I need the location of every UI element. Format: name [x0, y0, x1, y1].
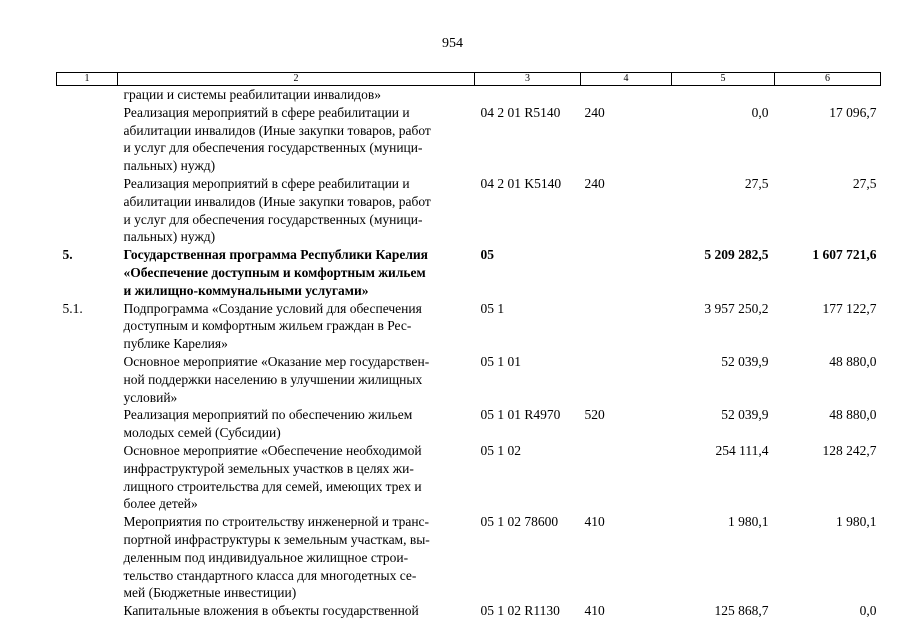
row-expense-type-cell: 240: [584, 104, 605, 120]
row-name-line: более детей»: [123, 496, 198, 512]
row-name-line: Реализация мероприятий в сфере реабилитации и: [123, 104, 410, 120]
row-code-cell: 05 1 02: [480, 442, 521, 458]
row-name-line: пальных) нужд): [123, 158, 216, 174]
row-expense-type-cell: [581, 353, 672, 406]
row-code-cell: 05 1 01 R4970: [480, 407, 561, 423]
row-name-line: абилитации инвалидов (Иные закупки товаров, работ: [123, 122, 431, 138]
row-name-cell: [118, 442, 475, 513]
column-number-2: 2: [118, 73, 475, 86]
row-sum-2-cell: 0,0: [859, 603, 877, 619]
row-expense-type-cell: [581, 86, 672, 104]
row-name-line: пальных) нужд): [123, 229, 216, 245]
row-name-line: молодых семей (Субсидии): [123, 425, 281, 441]
row-name-line: публике Карелия»: [123, 336, 228, 352]
row-expense-type-cell: 240: [584, 175, 605, 191]
row-code-cell: 05 1: [480, 300, 505, 316]
column-number-6: 6: [775, 73, 881, 86]
row-expense-type-cell: [581, 246, 672, 299]
row-sum-2-cell: 48 880,0: [829, 407, 877, 423]
row-sum-1-cell: 3 957 250,2: [704, 300, 769, 316]
table-row: [57, 513, 881, 602]
row-name-line: ной поддержки населению в улучшении жилищных: [123, 371, 423, 387]
row-name-line: Основное мероприятие «Обеспечение необходимой: [123, 442, 422, 458]
budget-table: [56, 72, 881, 620]
table-row: [57, 104, 881, 175]
row-code-cell: [475, 86, 581, 104]
column-number-1: 1: [57, 73, 118, 86]
row-name-line: инфраструктурой земельных участков в целях жи-: [123, 460, 414, 476]
row-sum-1-cell: 0,0: [751, 104, 769, 120]
row-code-cell: 04 2 01 K5140: [480, 175, 562, 191]
row-name-line: Реализация мероприятий по обеспечению жильем: [123, 407, 413, 423]
column-number-3: 3: [475, 73, 581, 86]
table-row: [57, 300, 881, 353]
row-name-line: абилитации инвалидов (Иные закупки товаров, работ: [123, 193, 431, 209]
row-sum-1-cell: 52 039,9: [721, 353, 769, 369]
table-row: [57, 246, 881, 299]
row-sum-2-cell: 1 607 721,6: [812, 247, 877, 263]
row-name-line: условий»: [123, 389, 178, 405]
row-name-line: деленным под индивидуальное жилищное строи-: [123, 549, 409, 565]
row-name-line: тельство стандартного класса для многодетных се-: [123, 567, 417, 583]
row-expense-type-cell: 520: [584, 407, 605, 423]
table-body: [57, 86, 881, 620]
row-name-line: и жилищно-коммунальными услугами»: [123, 282, 369, 298]
row-name-cell: [118, 104, 475, 175]
row-expense-type-cell: 410: [584, 514, 605, 530]
row-sum-1-cell: 125 868,7: [714, 603, 769, 619]
row-expense-type-cell: [581, 300, 672, 353]
row-number-cell: [57, 175, 118, 246]
row-number-cell: [57, 442, 118, 513]
row-code-cell: 04 2 01 R5140: [480, 104, 561, 120]
row-name-cell: [118, 300, 475, 353]
row-number-cell: [57, 602, 118, 620]
row-name-line: Мероприятия по строительству инженерной и транс-: [123, 514, 430, 530]
row-sum-1-cell: 254 111,4: [715, 442, 769, 458]
row-sum-2-cell: 177 122,7: [822, 300, 877, 316]
row-name-line: Реализация мероприятий в сфере реабилитации и: [123, 175, 410, 191]
table-row: [57, 442, 881, 513]
row-name-line: и услуг для обеспечения государственных (муници-: [123, 211, 423, 227]
row-sum-1-cell: [672, 86, 775, 104]
row-number-cell: 5.1.: [62, 300, 83, 316]
row-name-line: мей (Бюджетные инвестиции): [123, 585, 297, 601]
row-sum-2-cell: 128 242,7: [822, 442, 877, 458]
row-number-cell: [57, 406, 118, 442]
row-sum-2-cell: 17 096,7: [829, 104, 877, 120]
row-name-line: «Обеспечение доступным и комфортным жильем: [123, 264, 426, 280]
table-header-row: [57, 73, 881, 86]
row-name-cell: [118, 175, 475, 246]
page-number: 954: [442, 36, 463, 51]
row-code-cell: 05 1 01: [480, 353, 521, 369]
row-name-cell: [118, 86, 475, 104]
row-name-cell: [118, 406, 475, 442]
row-sum-1-cell: 5 209 282,5: [704, 247, 769, 263]
table-header: [57, 73, 881, 86]
row-name-cell: [118, 246, 475, 299]
row-name-line: Основное мероприятие «Оказание мер государствен-: [123, 353, 430, 369]
row-sum-1-cell: 52 039,9: [721, 407, 769, 423]
table-row: [57, 175, 881, 246]
row-sum-2-cell: 27,5: [852, 175, 877, 191]
row-name-line: грации и системы реабилитации инвалидов»: [123, 87, 382, 102]
table-row: [57, 86, 881, 104]
table-row: [57, 353, 881, 406]
row-expense-type-cell: 410: [584, 603, 605, 619]
row-name-line: портной инфраструктуры к земельным участкам, вы-: [123, 531, 430, 547]
row-number-cell: [57, 104, 118, 175]
row-name-cell: [118, 602, 475, 620]
row-code-cell: 05: [480, 247, 494, 263]
row-code-cell: 05 1 02 78600: [480, 514, 559, 530]
row-sum-1-cell: 27,5: [744, 175, 769, 191]
row-name-cell: [118, 353, 475, 406]
row-sum-2-cell: [775, 86, 881, 104]
column-number-5: 5: [672, 73, 775, 86]
row-number-cell: 5.: [62, 247, 73, 263]
row-name-line: Капитальные вложения в объекты государственной: [123, 603, 419, 619]
row-expense-type-cell: [581, 442, 672, 513]
row-sum-2-cell: 48 880,0: [829, 353, 877, 369]
table-row: [57, 602, 881, 620]
row-sum-1-cell: 1 980,1: [728, 514, 769, 530]
row-name-line: Государственная программа Республики Карелия: [123, 247, 428, 263]
row-name-line: Подпрограмма «Создание условий для обеспечения: [123, 300, 422, 316]
row-name-cell: [118, 513, 475, 602]
row-name-line: доступным и комфортным жильем граждан в Рес-: [123, 318, 412, 334]
row-number-cell: [57, 513, 118, 602]
row-code-cell: 05 1 02 R1130: [480, 603, 560, 619]
row-name-line: лищного строительства для семей, имеющих трех и: [123, 478, 422, 494]
table-row: [57, 406, 881, 442]
row-number-cell: [57, 353, 118, 406]
row-number-cell: [57, 86, 118, 104]
row-sum-2-cell: 1 980,1: [836, 514, 877, 530]
column-number-4: 4: [581, 73, 672, 86]
row-name-line: и услуг для обеспечения государственных (муници-: [123, 140, 423, 156]
